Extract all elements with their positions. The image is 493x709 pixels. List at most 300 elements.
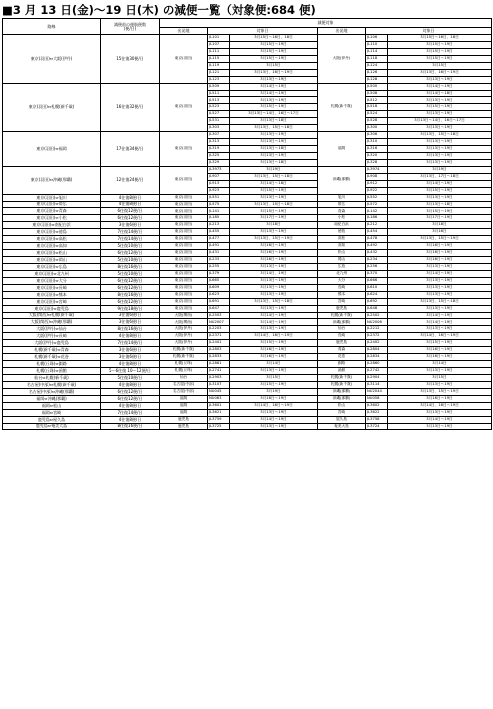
flight-number: JL300	[366, 125, 388, 132]
route-frequency: 4往復8便/日	[101, 201, 160, 208]
departure-right: 大分	[318, 277, 366, 284]
departure-left: 鹿児島	[160, 416, 208, 423]
route-frequency: 8往復16便/日	[101, 263, 160, 270]
table-row	[3, 291, 492, 298]
route-name: 東京(羽田)⇔徳島	[3, 229, 101, 236]
flight-number: JL2803	[208, 347, 230, 354]
target-date: 3月13日、15日～18日	[230, 125, 318, 132]
flight-number: JL316	[366, 146, 388, 153]
route-name: 鹿児島⇔奄美大島	[3, 423, 101, 430]
flight-number: JL2371	[208, 333, 230, 340]
flight-number: JL256	[366, 263, 388, 270]
departure-left: 東京(羽田)	[160, 257, 208, 264]
flight-number: JL114	[366, 48, 388, 55]
route-name: 東京(羽田)⇔高知	[3, 243, 101, 250]
target-date: 3月14日～19日	[388, 270, 492, 277]
departure-right: 鹿児島	[318, 305, 366, 312]
flight-number: JL3724	[366, 423, 388, 430]
target-date: 3月13日～19日	[230, 277, 318, 284]
route-frequency: 3往復6便/日	[101, 312, 160, 319]
departure-left: 名古屋(中部)	[160, 381, 208, 388]
flight-number: NU2044	[366, 388, 388, 395]
departure-right: 花巻	[318, 354, 366, 361]
flight-number: JL3601	[208, 402, 230, 409]
route-frequency: 7往復14便/日	[101, 236, 160, 243]
flight-number: JL379	[208, 270, 230, 277]
flight-number: JL491	[208, 243, 230, 250]
departure-right: 沖縄(那覇)	[318, 395, 366, 402]
target-date: 3月17日～19日	[230, 215, 318, 222]
flight-number: JL518	[366, 104, 388, 111]
target-date: 3月18日	[388, 222, 492, 229]
route-name: 札幌(新千歳)⇔青森	[3, 347, 101, 354]
flight-number: JL2212	[366, 326, 388, 333]
departure-left: 福岡	[160, 409, 208, 416]
target-date: 3月14日～18日	[230, 180, 318, 187]
table-row	[3, 243, 492, 250]
target-date: 3月19日	[230, 166, 318, 173]
target-date: 3月13日～19日	[230, 284, 318, 291]
departure-right: 南紀白浜	[318, 222, 366, 229]
target-date: 3月13日～18日	[230, 146, 318, 153]
route-name: 札幌(丘珠)⇔函館	[3, 368, 101, 375]
departure-left: 東京(羽田)	[160, 243, 208, 250]
flight-number: JL523	[208, 104, 230, 111]
departure-left: 名古屋(中部)	[160, 388, 208, 395]
flight-number: JL2860	[366, 361, 388, 368]
flight-number: JL2834	[366, 354, 388, 361]
target-date: 3月14日～19日	[388, 319, 492, 326]
departure-right: 札幌(新千歳)	[318, 381, 366, 388]
departure-left: 大阪(伊丹)	[160, 326, 208, 333]
freq-header-unit: (便/日)	[123, 25, 137, 31]
route-name: 東京(羽田)⇔大阪(伊丹)	[3, 35, 101, 84]
target-date: 3月13日～19日	[230, 423, 318, 430]
departure-right: 屋久島	[318, 416, 366, 423]
departure-left: 東京(羽田)	[160, 236, 208, 243]
flight-number: JL575	[208, 201, 230, 208]
route-name: 東京(羽田)⇔沖縄(那覇)	[3, 166, 101, 194]
flight-number: NU045	[208, 388, 230, 395]
target-date: 3月16日～19日	[388, 354, 492, 361]
flight-number: JL508	[366, 90, 388, 97]
departure-left: 東京(羽田)	[160, 132, 208, 167]
target-date: 3月13日～19日	[230, 368, 318, 375]
flight-number: JL115	[208, 55, 230, 62]
departure-right: 沖縄(那覇)	[318, 166, 366, 194]
flight-number: JL454	[366, 229, 388, 236]
flight-number: JL3974	[366, 166, 388, 173]
flight-number: NU063	[208, 395, 230, 402]
flight-number: JL666	[366, 277, 388, 284]
flight-number: JL234	[366, 257, 388, 264]
target-date: 3月14日	[388, 361, 492, 368]
flight-number: JL213	[208, 222, 230, 229]
route-name: 鹿児島⇔屋久島	[3, 416, 101, 423]
target-date: 3月15日～19日	[230, 340, 318, 347]
route-frequency: 8往復16便/日	[101, 423, 160, 430]
target-date: 3月16日～19日	[230, 395, 318, 402]
target-date: 3月13日、15日～19日	[388, 236, 492, 243]
target-date: 3月19日	[230, 388, 318, 395]
target-date: 3月15日～19日	[230, 381, 318, 388]
departure-right: 長崎	[318, 333, 366, 340]
dep-header-left: 出発地	[160, 28, 208, 35]
flight-number: JL609	[208, 284, 230, 291]
route-name: 札幌(丘珠)⇔釧路	[3, 361, 101, 368]
flight-number: JL3602	[366, 402, 388, 409]
flight-number: JL186	[366, 215, 388, 222]
route-frequency: 5往復10便/日	[101, 243, 160, 250]
flight-number: JL552	[366, 194, 388, 201]
target-date: 3月14日～19日	[388, 416, 492, 423]
table-row	[3, 277, 492, 284]
target-date: 3月14日～19日	[388, 180, 492, 187]
route-frequency: 4往復8便/日	[101, 361, 160, 368]
target-date: 3月13日～19日	[230, 263, 318, 270]
route-frequency: 6往復12便/日	[101, 298, 160, 305]
flight-number: JL3973	[208, 166, 230, 173]
departure-left: 東京(羽田)	[160, 35, 208, 84]
route-name: 東京(羽田)⇔広島	[3, 263, 101, 270]
target-date: 3月14日～19日	[230, 319, 318, 326]
departure-right: 札幌(新千歳)	[318, 83, 366, 132]
route-frequency: 7往復14便/日	[101, 409, 160, 416]
target-date: 3月13日～19日	[230, 152, 318, 159]
departure-right: 札幌(新千歳)	[318, 312, 366, 319]
route-frequency: 4往復8便/日	[101, 194, 160, 201]
route-name: 福岡⇔沖縄(那覇)	[3, 395, 101, 402]
target-date: 3月14日、16日～19日	[230, 333, 318, 340]
target-date: 3月16日～19日	[388, 243, 492, 250]
page-title: ■3 月 13 日(金)～19 日(木) の減便一覧（対象便:684 便)	[2, 3, 316, 17]
departure-left: 東京(羽田)	[160, 298, 208, 305]
flight-number: JL527	[208, 111, 230, 118]
flight-number: JL307	[208, 132, 230, 139]
target-date: 3月15日～19日	[388, 208, 492, 215]
flight-number: JL233	[208, 257, 230, 264]
route-name: 大阪(関西)⇔札幌(新千歳)	[3, 312, 101, 319]
flight-header-right: 対象日	[366, 28, 492, 35]
flight-reduction-table	[2, 18, 492, 430]
target-date: 3月15日	[230, 62, 318, 69]
departure-right: 北九州	[318, 270, 366, 277]
flight-number: JL3725	[208, 423, 230, 430]
table-row	[3, 35, 492, 42]
target-date: 3月15日	[230, 374, 318, 381]
flight-number: JL3621	[208, 409, 230, 416]
flight-number: JL110	[366, 41, 388, 48]
flight-number: JL2742	[366, 368, 388, 375]
departure-left: 大阪(関西)	[160, 319, 208, 326]
flight-number: JL2372	[366, 333, 388, 340]
flight-number: JL492	[366, 243, 388, 250]
flight-number: JL111	[208, 48, 230, 55]
departure-right: 小松	[318, 215, 366, 222]
departure-right: 徳島	[318, 229, 366, 236]
target-date: 3月13日～19日	[230, 305, 318, 312]
flight-number: JL107	[208, 41, 230, 48]
target-date: 3月13日、16日～19日	[230, 69, 318, 76]
target-date: 3月15日～19日	[388, 104, 492, 111]
flight-number: JL513	[208, 97, 230, 104]
route-frequency: 3往復6便/日	[101, 347, 160, 354]
target-date: 3月16日～19日	[230, 347, 318, 354]
table-row	[3, 423, 492, 430]
route-frequency: 5往復10便/日	[101, 374, 160, 381]
target-date: 3月14日、16日～19日	[388, 402, 492, 409]
target-date: 3月13日～19日	[388, 423, 492, 430]
target-date: 3月15日～19日	[230, 104, 318, 111]
flight-number: JL907	[208, 173, 230, 180]
target-date: 3月13日～19日	[388, 97, 492, 104]
flight-number: JL912	[366, 180, 388, 187]
route-name: 東京(羽田)⇔熊本	[3, 291, 101, 298]
target-date: 3月14日、16日～19日	[388, 333, 492, 340]
target-date: 3月14日～19日	[388, 83, 492, 90]
departure-left: 仙台	[160, 374, 208, 381]
target-date: 3月14日～19日	[388, 312, 492, 319]
target-date: 3月14日～19日	[230, 312, 318, 319]
route-name: 東京(羽田)⇔札幌(新千歳)	[3, 83, 101, 132]
route-frequency: 7往復14便/日	[101, 340, 160, 347]
flight-number: JL255	[208, 263, 230, 270]
flight-number: JL303	[208, 125, 230, 132]
route-frequency: 3往復6便/日	[101, 222, 160, 229]
table-row	[3, 284, 492, 291]
flight-number: JL2903	[208, 374, 230, 381]
route-frequency: 9往復18便/日	[101, 305, 160, 312]
table-row	[3, 298, 492, 305]
route-name: 大阪(伊丹)⇔仙台	[3, 326, 101, 333]
route-frequency: 17往復34便/日	[101, 132, 160, 167]
flight-number: JL2804	[366, 347, 388, 354]
target-date: 3月13日～14日、16日～17日	[388, 118, 492, 125]
route-name: 福岡⇔松山	[3, 402, 101, 409]
departure-left: 福岡	[160, 402, 208, 409]
route-frequency: 15往復30便/日	[101, 35, 160, 84]
route-name: 東京(羽田)⇔高松	[3, 236, 101, 243]
departure-right: 帯広	[318, 201, 366, 208]
departure-left: 東京(羽田)	[160, 270, 208, 277]
flight-number: JL313	[208, 139, 230, 146]
departure-left: 東京(羽田)	[160, 194, 208, 201]
flight-number: JL320	[366, 152, 388, 159]
route-name: 東京(羽田)⇔青森	[3, 208, 101, 215]
flight-number: NU058	[366, 395, 388, 402]
flight-number: JL328	[366, 159, 388, 166]
table-body	[3, 35, 492, 430]
target-date: 3月13日～19日	[388, 159, 492, 166]
departure-right: 釧路	[318, 361, 366, 368]
target-date: 3月16日～19日	[230, 243, 318, 250]
route-frequency: 6往復12便/日	[101, 284, 160, 291]
flight-number: JL3114	[366, 381, 388, 388]
departure-right: 札幌(新千歳)	[318, 374, 366, 381]
flight-number: JL665	[208, 277, 230, 284]
target-date: 3月15日～19日	[388, 41, 492, 48]
departure-right: 長崎	[318, 284, 366, 291]
route-frequency: 4往復8便/日	[101, 333, 160, 340]
target-date: 3月13日、15日～19日	[388, 388, 492, 395]
flight-number: JL455	[208, 229, 230, 236]
route-name: 東京(羽田)⇔大分	[3, 277, 101, 284]
departure-left: 東京(羽田)	[160, 215, 208, 222]
target-date: 3月13日～18日	[230, 118, 318, 125]
departure-right: 岡山	[318, 257, 366, 264]
departure-left: 東京(羽田)	[160, 222, 208, 229]
route-frequency: 6往復12便/日	[101, 395, 160, 402]
target-date: 3月16日～19日	[388, 257, 492, 264]
route-name: 東京(羽田)⇔小松	[3, 215, 101, 222]
flight-number: JL572	[366, 201, 388, 208]
route-name: 名古屋(中部)⇔札幌(新千歳)	[3, 381, 101, 388]
flight-number: JL319	[208, 146, 230, 153]
target-date: 3月14日、19日	[230, 270, 318, 277]
flight-number: JL648	[366, 305, 388, 312]
flight-header-left: 対象日	[208, 28, 318, 35]
route-name: 東京(羽田)⇔旭川	[3, 194, 101, 201]
flight-number: JL121	[208, 69, 230, 76]
flight-number: NU2007	[208, 319, 230, 326]
departure-right: 高松	[318, 236, 366, 243]
table-row	[3, 374, 492, 381]
departure-left: 札幌(丘珠)	[160, 368, 208, 375]
flight-number: JL477	[208, 236, 230, 243]
route-name: 名古屋(中部)⇔沖縄(那覇)	[3, 388, 101, 395]
departure-right: 広島	[318, 263, 366, 270]
route-frequency: 3往復6便/日	[101, 354, 160, 361]
target-date: 3月15日～19日	[230, 48, 318, 55]
departure-right: 福岡	[318, 132, 366, 167]
table-row	[3, 305, 492, 312]
departure-left: 東京(羽田)	[160, 284, 208, 291]
departure-left: 東京(羽田)	[160, 250, 208, 257]
target-date: 3月13日、15日～18日	[230, 201, 318, 208]
table-row	[3, 166, 492, 173]
flight-number: JL3758	[366, 416, 388, 423]
route-frequency: 6往復12便/日	[101, 277, 160, 284]
departure-left: 東京(羽田)	[160, 263, 208, 270]
target-date: 3月16日～19日	[388, 250, 492, 257]
route-name: 東京(羽田)⇔岡山	[3, 257, 101, 264]
departure-right: 仙台	[318, 326, 366, 333]
table-row	[3, 326, 492, 333]
target-date: 3月13日～19日	[230, 194, 318, 201]
target-date: 3月13日～19日	[388, 139, 492, 146]
departure-right: 青森	[318, 347, 366, 354]
target-date: 3月18日	[230, 222, 318, 229]
target-date: 3月14日～19日	[230, 90, 318, 97]
flight-number: JL306	[366, 132, 388, 139]
flight-reduction-table-wrapper	[2, 18, 491, 430]
target-date: 3月13日～19日	[388, 146, 492, 153]
departure-left: 東京(羽田)	[160, 201, 208, 208]
departure-left: 大阪(関西)	[160, 312, 208, 319]
target-date: 3月13日～19日	[230, 139, 318, 146]
route-frequency: 6往復12便/日	[101, 208, 160, 215]
flight-number: JL2503	[208, 312, 230, 319]
departure-left: 大阪(伊丹)	[160, 333, 208, 340]
flight-number: JL500	[366, 83, 388, 90]
flight-number: JL647	[208, 305, 230, 312]
target-date: 3月13日～19日	[388, 409, 492, 416]
target-date: 3月14日	[230, 361, 318, 368]
route-frequency: 7往復14便/日	[101, 229, 160, 236]
target-date: 3月13日～19日	[230, 132, 318, 139]
flight-number: JL524	[366, 111, 388, 118]
target-date: 3月13日～19日	[388, 194, 492, 201]
route-name: 東京(羽田)⇔松山	[3, 250, 101, 257]
departure-left: 札幌(丘珠)	[160, 361, 208, 368]
table-row	[3, 340, 492, 347]
table-row	[3, 208, 492, 215]
target-date: 3月15日～19日	[230, 208, 318, 215]
flight-number: JL528	[366, 118, 388, 125]
flight-number: JL509	[208, 83, 230, 90]
target-date: 3月14日～19日	[230, 416, 318, 423]
table-row	[3, 354, 492, 361]
route-frequency: 6往復12便/日	[101, 215, 160, 222]
departure-left: 大阪(伊丹)	[160, 340, 208, 347]
flight-number: JL2203	[208, 326, 230, 333]
departure-right: 高知	[318, 243, 366, 250]
target-date: 3月13日～19日	[388, 111, 492, 118]
table-row	[3, 201, 492, 208]
route-frequency: 5往復10便/日	[101, 270, 160, 277]
table-row	[3, 395, 492, 402]
flight-number: NU2006	[366, 319, 388, 326]
target-date: 3月16日～19日	[230, 250, 318, 257]
route-frequency: 4往復8便/日	[101, 416, 160, 423]
target-date: 3月15日～19日	[230, 187, 318, 194]
target-date: 3月13日、17日～18日	[388, 173, 492, 180]
route-frequency: 16往復32便/日	[101, 83, 160, 132]
target-date: 3月13日、15日～18日	[230, 298, 318, 305]
flight-number: JL185	[208, 215, 230, 222]
target-date: 3月14日～19日	[230, 83, 318, 90]
target-date: 3月16日～19日	[388, 347, 492, 354]
route-name: 東京(羽田)⇔福岡	[3, 132, 101, 167]
target-date: 3月13日、15日～19日	[230, 236, 318, 243]
route-frequency: 5往復10便/日	[101, 257, 160, 264]
departure-right: 青森	[318, 208, 366, 215]
target-date: 3月13日～19日	[230, 409, 318, 416]
target-date: 3月13日、16日～19日	[388, 69, 492, 76]
route-name: 札幌(新千歳)⇔花巻	[3, 354, 101, 361]
freq-header-label: 減便前の運航便数	[114, 21, 146, 27]
route-frequency: 12往復24便/日	[101, 166, 160, 194]
departure-right: 旭川	[318, 194, 366, 201]
flight-number: JL431	[208, 250, 230, 257]
target-date: 3月17日～19日	[388, 215, 492, 222]
table-row	[3, 312, 492, 319]
target-date: 3月13日～14日、16日～17日	[230, 111, 318, 118]
departure-right: 鹿児島	[318, 340, 366, 347]
flight-number: JL623	[208, 291, 230, 298]
flight-number: JL922	[366, 187, 388, 194]
table-row	[3, 229, 492, 236]
departure-left: 札幌(新千歳)	[160, 347, 208, 354]
departure-right: 熊本	[318, 291, 366, 298]
flight-number: JL511	[208, 90, 230, 97]
table-row	[3, 319, 492, 326]
route-name: 大阪(伊丹)⇔長崎	[3, 333, 101, 340]
target-date: 3月13日、15日～18日	[230, 173, 318, 180]
target-date: 3月15日	[388, 374, 492, 381]
flight-number: JL310	[366, 139, 388, 146]
departure-left: 東京(羽田)	[160, 166, 208, 194]
